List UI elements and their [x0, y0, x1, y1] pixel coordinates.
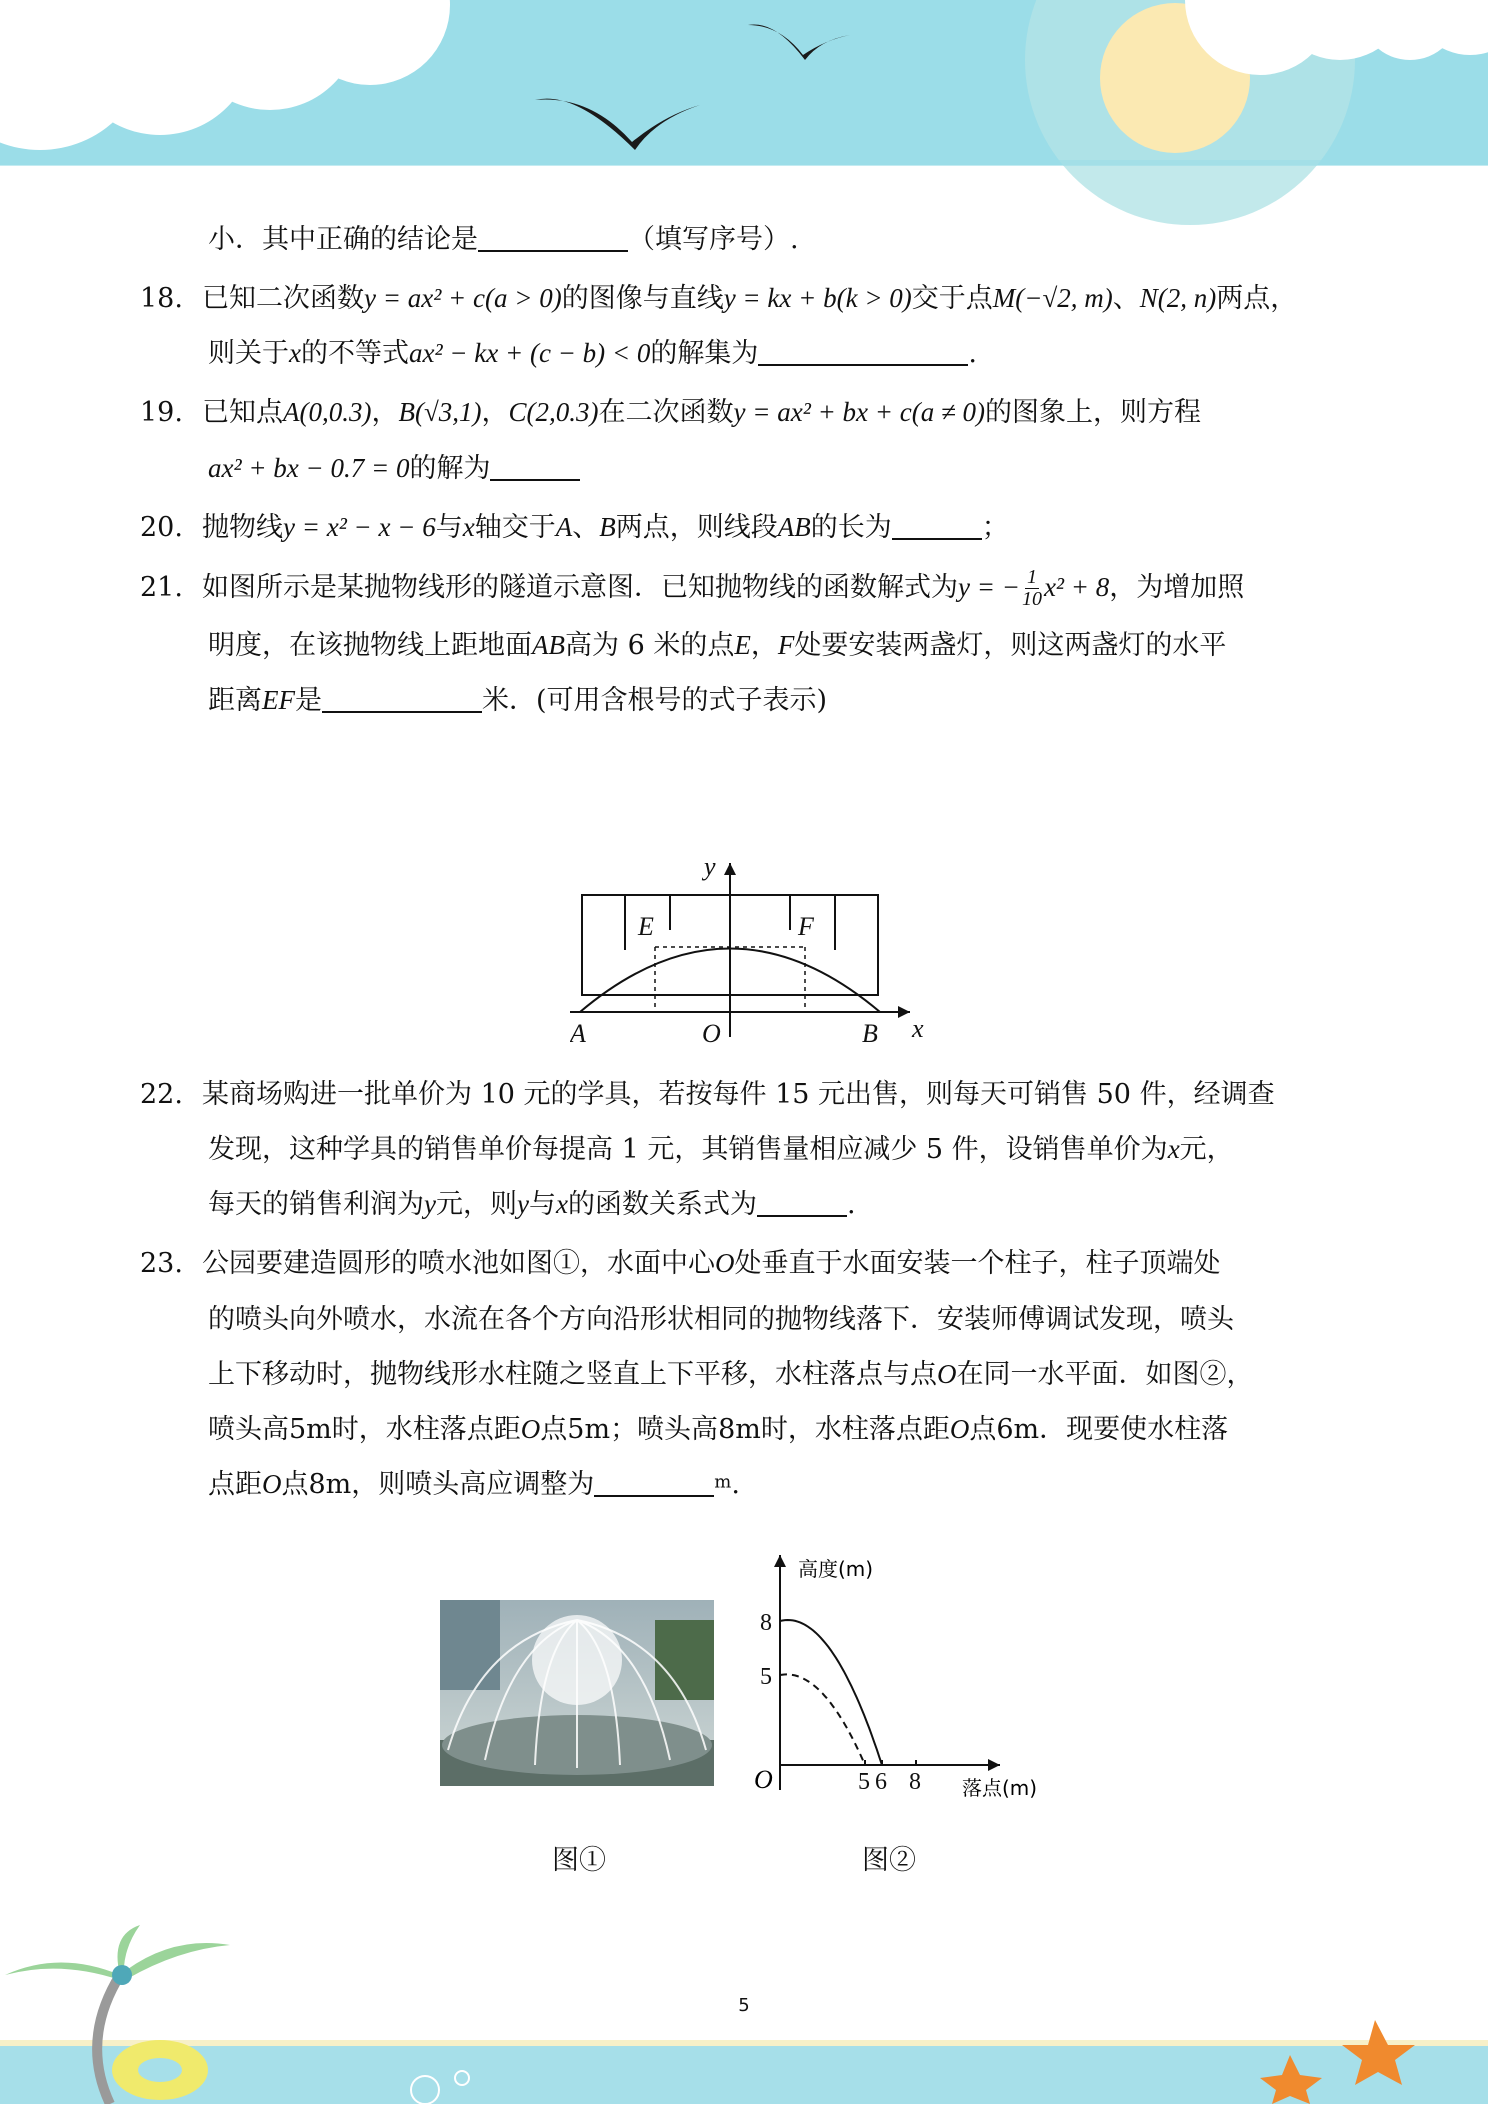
question-19: 19. 已知点A(0,0.3)，B(√3,1)，C(2,0.3)在二次函数y = ax² + bx + c(a ≠ 0)的图象上，则方程 ax² + bx − 0.7 = 0的解为 — [140, 397, 1202, 484]
x-tick-label: 5 — [858, 1769, 870, 1795]
point-label-b: B — [862, 1019, 878, 1048]
caption-figure-1: 图① — [552, 1845, 606, 1876]
question-list-2 — [140, 1075, 1360, 1504]
question-22: 22. 某商场购进一批单价为 10 元的学具，若按每件 15 元出售，则每天可销售 50 件，经调查 发现，这种学具的销售单价每提高 1 元，其销售量相应减少 5 件，设销售单价为x元， 每天的销售利润为y元，则y与x的函数关系式为 . — [140, 1079, 1275, 1221]
tunnel-diagram — [570, 855, 950, 1055]
x-tick-label: 8 — [909, 1769, 921, 1795]
trajectory-chart — [740, 1550, 1060, 1810]
answer-blank[interactable] — [322, 684, 482, 713]
x-tick-label: 6 — [875, 1769, 887, 1795]
fountain-photo — [440, 1600, 714, 1786]
y-axis-title: 高度(m) — [798, 1557, 874, 1581]
answer-blank[interactable] — [478, 223, 628, 252]
q17-tail: 小．其中正确的结论是 （填写序号）. — [208, 224, 799, 255]
question-18: 18. 已知二次函数y = ax² + c(a > 0)的图像与直线y = kx + b(k > 0)交于点M(−√2, m)、N(2, n)两点， 则关于x的不等式ax² − kx + (c − b) < 0的解集为 . — [140, 283, 1298, 370]
answer-blank[interactable] — [758, 337, 968, 366]
point-label-o: O — [702, 1019, 721, 1048]
point-label-e: E — [638, 912, 654, 941]
question-20: 20. 抛物线y = x² − x − 6与x轴交于A、B两点，则线段AB的长为 ； — [140, 511, 1009, 543]
origin-label: O — [754, 1765, 773, 1794]
axis-label-x: x — [912, 1014, 924, 1043]
caption-figure-2: 图② — [862, 1845, 916, 1876]
fraction: $\frac{1}{10}$ — [1021, 565, 1042, 610]
answer-blank[interactable] — [594, 1468, 714, 1497]
x-axis-title: 落点(m) — [962, 1776, 1038, 1800]
answer-blank[interactable] — [757, 1188, 847, 1217]
y-tick-label: 8 — [760, 1610, 772, 1636]
answer-blank[interactable] — [490, 452, 580, 481]
answer-blank[interactable] — [892, 511, 982, 540]
question-21: 21. 如图所示是某抛物线形的隧道示意图．已知抛物线的函数解式为y = − $\frac{1}{10}$ x² + 8，为增加照 明度，在该抛物线上距地面AB高为 6 米的点E，F处要安装两盏灯，则这两盏灯的水平 距离EF是 米．(可用含根号的式子表示) — [140, 565, 1245, 716]
trajectory-high — [780, 1620, 882, 1765]
question-list — [140, 220, 1360, 720]
page-number: 5 — [738, 1995, 750, 2016]
point-label-f: F — [798, 912, 814, 941]
y-tick-label: 5 — [760, 1664, 772, 1690]
question-23: 23. 公园要建造圆形的喷水池如图①，水面中心O处垂直于水面安装一个柱子，柱子顶端处 的喷头向外喷水，水流在各个方向沿形状相同的抛物线落下．安装师傅调试发现，喷头 上下移动时，抛物线形水柱随之竖直上下平移，水柱落点与点O在同一水平面．如图②， 喷头高5m时，水柱落点距O点5m；喷头高8m时，水柱落点距O点6m．现要使水柱落 点距O点8m，则喷头高应调整为 $^m$. — [140, 1248, 1254, 1500]
point-label-a: A — [570, 1019, 586, 1048]
axis-label-y: y — [704, 855, 716, 881]
